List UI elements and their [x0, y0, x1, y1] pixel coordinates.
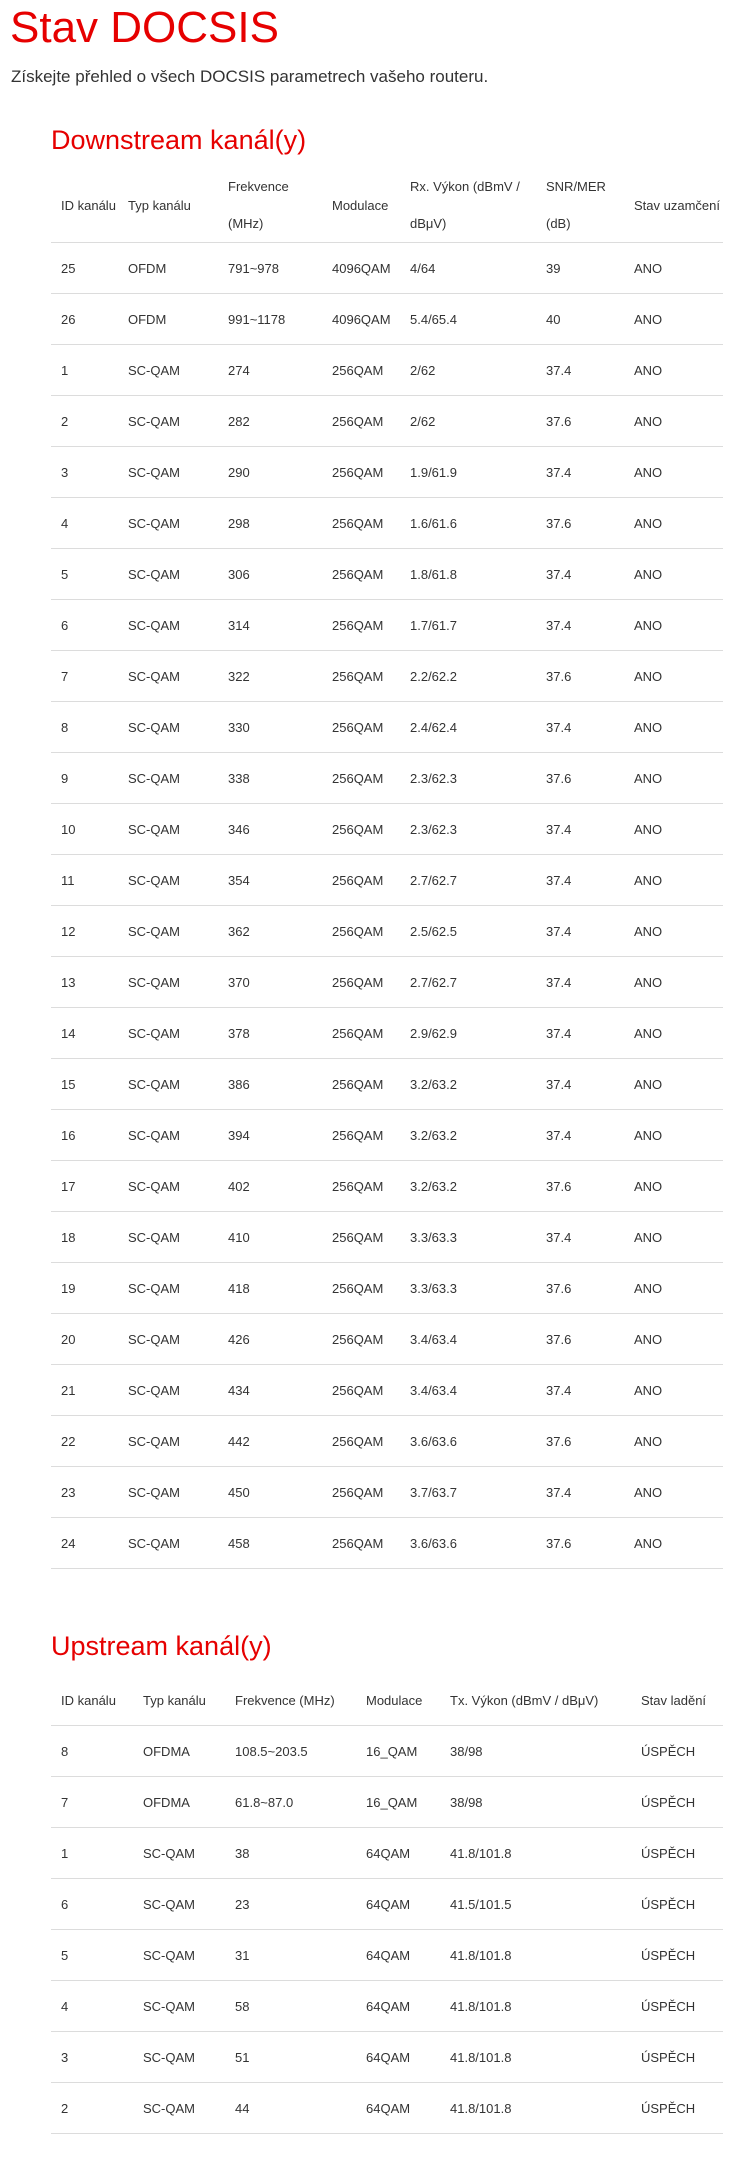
- table-cell: 4096QAM: [322, 294, 400, 345]
- col-header-channel-type: Typ kanálu: [128, 197, 191, 213]
- table-cell: 256QAM: [322, 906, 400, 957]
- table-cell: 791~978: [218, 243, 322, 294]
- table-cell: 37.4: [536, 345, 624, 396]
- table-cell: 256QAM: [322, 753, 400, 804]
- table-cell: 256QAM: [322, 957, 400, 1008]
- table-cell: 256QAM: [322, 1467, 400, 1518]
- table-cell: 2.3/62.3: [400, 753, 536, 804]
- table-cell: SC-QAM: [118, 906, 218, 957]
- col-header-tx-power: Tx. Výkon (dBmV / dBμV): [450, 1692, 599, 1708]
- table-cell: 37.6: [536, 1416, 624, 1467]
- table-cell: ANO: [624, 294, 723, 345]
- table-cell: OFDM: [118, 294, 218, 345]
- table-cell: 386: [218, 1059, 322, 1110]
- downstream-row: [51, 855, 723, 906]
- downstream-section-title: Downstream kanál(y): [51, 125, 307, 155]
- table-cell: 306: [218, 549, 322, 600]
- upstream-row: [51, 2032, 723, 2083]
- upstream-row: [51, 1930, 723, 1981]
- table-cell: 23: [51, 1467, 118, 1518]
- table-cell: ANO: [624, 243, 723, 294]
- table-cell: 37.6: [536, 1314, 624, 1365]
- table-cell: SC-QAM: [133, 2032, 225, 2083]
- upstream-row: [51, 1777, 723, 1828]
- table-cell: ÚSPĚCH: [631, 1981, 723, 2032]
- table-cell: SC-QAM: [118, 1416, 218, 1467]
- downstream-row: [51, 651, 723, 702]
- table-cell: 41.8/101.8: [440, 2032, 631, 2083]
- table-cell: 13: [51, 957, 118, 1008]
- table-cell: 256QAM: [322, 1416, 400, 1467]
- table-cell: ANO: [624, 1365, 723, 1416]
- table-cell: 61.8~87.0: [225, 1777, 356, 1828]
- table-cell: ANO: [624, 906, 723, 957]
- table-cell: 44: [225, 2083, 356, 2134]
- table-cell: SC-QAM: [118, 1161, 218, 1212]
- table-cell: 31: [225, 1930, 356, 1981]
- table-cell: 1.8/61.8: [400, 549, 536, 600]
- table-cell: ANO: [624, 1008, 723, 1059]
- table-cell: 64QAM: [356, 1981, 440, 2032]
- table-cell: 1.7/61.7: [400, 600, 536, 651]
- table-cell: 64QAM: [356, 2032, 440, 2083]
- table-cell: 2.3/62.3: [400, 804, 536, 855]
- table-cell: 322: [218, 651, 322, 702]
- downstream-row: [51, 906, 723, 957]
- table-cell: 16: [51, 1110, 118, 1161]
- table-cell: 5.4/65.4: [400, 294, 536, 345]
- table-cell: 442: [218, 1416, 322, 1467]
- table-cell: ANO: [624, 957, 723, 1008]
- downstream-row: [51, 1008, 723, 1059]
- col-header-channel-type: Typ kanálu: [143, 1692, 206, 1708]
- table-cell: 16_QAM: [356, 1777, 440, 1828]
- table-cell: 5: [51, 549, 118, 600]
- table-cell: 37.6: [536, 498, 624, 549]
- table-cell: 37.4: [536, 1212, 624, 1263]
- table-cell: 37.4: [536, 1365, 624, 1416]
- table-cell: 1.9/61.9: [400, 447, 536, 498]
- table-cell: ÚSPĚCH: [631, 1828, 723, 1879]
- table-cell: 256QAM: [322, 1518, 400, 1569]
- table-cell: SC-QAM: [118, 1110, 218, 1161]
- table-cell: SC-QAM: [118, 396, 218, 447]
- downstream-row: [51, 600, 723, 651]
- downstream-row: [51, 243, 723, 294]
- table-cell: SC-QAM: [118, 345, 218, 396]
- table-cell: ÚSPĚCH: [631, 1879, 723, 1930]
- table-cell: 3.2/63.2: [400, 1059, 536, 1110]
- col-header-ranging-status: Stav ladění: [641, 1692, 707, 1708]
- downstream-row: [51, 1416, 723, 1467]
- upstream-header-row: [51, 1675, 723, 1726]
- table-cell: SC-QAM: [118, 498, 218, 549]
- table-cell: 4096QAM: [322, 243, 400, 294]
- table-cell: 37.4: [536, 855, 624, 906]
- table-cell: 26: [51, 294, 118, 345]
- table-cell: 256QAM: [322, 345, 400, 396]
- table-cell: 37.6: [536, 1161, 624, 1212]
- upstream-rows: [51, 1726, 723, 2134]
- table-cell: ANO: [624, 447, 723, 498]
- table-cell: SC-QAM: [118, 1059, 218, 1110]
- table-cell: 354: [218, 855, 322, 906]
- table-cell: 3.6/63.6: [400, 1416, 536, 1467]
- col-header-frequency: Frekvence (MHz): [228, 179, 289, 231]
- table-cell: 256QAM: [322, 1161, 400, 1212]
- downstream-row: [51, 1263, 723, 1314]
- table-cell: 256QAM: [322, 1314, 400, 1365]
- col-header-frequency: Frekvence (MHz): [235, 1692, 335, 1708]
- table-cell: 426: [218, 1314, 322, 1365]
- table-cell: 37.6: [536, 396, 624, 447]
- table-cell: ANO: [624, 600, 723, 651]
- upstream-section-title: Upstream kanál(y): [51, 1631, 272, 1661]
- table-cell: ANO: [624, 1110, 723, 1161]
- col-header-snr-mer: SNR/MER (dB): [546, 179, 606, 231]
- table-cell: 394: [218, 1110, 322, 1161]
- downstream-row: [51, 957, 723, 1008]
- downstream-row: [51, 447, 723, 498]
- table-cell: 15: [51, 1059, 118, 1110]
- col-header-channel-id: ID kanálu: [61, 1692, 116, 1708]
- table-cell: SC-QAM: [118, 753, 218, 804]
- table-cell: ANO: [624, 1263, 723, 1314]
- table-cell: ANO: [624, 1416, 723, 1467]
- downstream-row: [51, 345, 723, 396]
- table-cell: 3.3/63.3: [400, 1263, 536, 1314]
- table-cell: 23: [225, 1879, 356, 1930]
- downstream-row: [51, 1314, 723, 1365]
- table-cell: 8: [51, 1726, 133, 1777]
- table-cell: 37.4: [536, 549, 624, 600]
- table-cell: 362: [218, 906, 322, 957]
- table-cell: 2.2/62.2: [400, 651, 536, 702]
- table-cell: SC-QAM: [118, 600, 218, 651]
- table-cell: ÚSPĚCH: [631, 1930, 723, 1981]
- table-cell: 8: [51, 702, 118, 753]
- table-cell: SC-QAM: [133, 1828, 225, 1879]
- table-cell: 256QAM: [322, 396, 400, 447]
- table-cell: 3: [51, 447, 118, 498]
- table-cell: ANO: [624, 1212, 723, 1263]
- table-cell: 64QAM: [356, 1930, 440, 1981]
- table-cell: 330: [218, 702, 322, 753]
- table-cell: 41.8/101.8: [440, 1930, 631, 1981]
- table-cell: ANO: [624, 1059, 723, 1110]
- table-cell: SC-QAM: [118, 1518, 218, 1569]
- table-cell: 58: [225, 1981, 356, 2032]
- downstream-row: [51, 1518, 723, 1569]
- table-cell: 256QAM: [322, 447, 400, 498]
- table-cell: 6: [51, 600, 118, 651]
- table-cell: 14: [51, 1008, 118, 1059]
- table-cell: 25: [51, 243, 118, 294]
- table-cell: 2.5/62.5: [400, 906, 536, 957]
- table-cell: 1: [51, 1828, 133, 1879]
- table-cell: 24: [51, 1518, 118, 1569]
- table-cell: 41.8/101.8: [440, 2083, 631, 2134]
- downstream-row: [51, 294, 723, 345]
- table-cell: 2.9/62.9: [400, 1008, 536, 1059]
- table-cell: SC-QAM: [118, 447, 218, 498]
- table-cell: 39: [536, 243, 624, 294]
- table-cell: 21: [51, 1365, 118, 1416]
- table-cell: 3.3/63.3: [400, 1212, 536, 1263]
- downstream-rows: [51, 243, 723, 1569]
- table-cell: 37.4: [536, 906, 624, 957]
- table-cell: ANO: [624, 549, 723, 600]
- table-cell: OFDMA: [133, 1777, 225, 1828]
- table-cell: 2/62: [400, 345, 536, 396]
- table-cell: 2.7/62.7: [400, 855, 536, 906]
- downstream-table: [51, 168, 723, 1569]
- table-cell: 4/64: [400, 243, 536, 294]
- table-cell: 37.6: [536, 1263, 624, 1314]
- table-cell: 1.6/61.6: [400, 498, 536, 549]
- table-cell: 256QAM: [322, 1365, 400, 1416]
- upstream-row: [51, 1879, 723, 1930]
- table-cell: 274: [218, 345, 322, 396]
- table-cell: 38: [225, 1828, 356, 1879]
- table-cell: 3.4/63.4: [400, 1365, 536, 1416]
- table-cell: 290: [218, 447, 322, 498]
- table-cell: SC-QAM: [133, 1879, 225, 1930]
- table-cell: ANO: [624, 753, 723, 804]
- table-cell: 1: [51, 345, 118, 396]
- table-cell: 7: [51, 651, 118, 702]
- table-cell: 37.6: [536, 753, 624, 804]
- table-cell: 108.5~203.5: [225, 1726, 356, 1777]
- table-cell: OFDM: [118, 243, 218, 294]
- table-cell: ANO: [624, 1314, 723, 1365]
- table-cell: 41.8/101.8: [440, 1828, 631, 1879]
- table-cell: 450: [218, 1467, 322, 1518]
- table-cell: 256QAM: [322, 855, 400, 906]
- downstream-row: [51, 498, 723, 549]
- downstream-row: [51, 1161, 723, 1212]
- table-cell: 2: [51, 396, 118, 447]
- table-cell: SC-QAM: [118, 1212, 218, 1263]
- table-cell: 37.4: [536, 600, 624, 651]
- table-cell: 6: [51, 1879, 133, 1930]
- col-header-lock-status: Stav uzamčení: [634, 197, 720, 213]
- table-cell: 2: [51, 2083, 133, 2134]
- table-cell: 256QAM: [322, 804, 400, 855]
- table-cell: 256QAM: [322, 549, 400, 600]
- table-cell: 11: [51, 855, 118, 906]
- table-cell: 314: [218, 600, 322, 651]
- table-cell: 410: [218, 1212, 322, 1263]
- table-cell: 19: [51, 1263, 118, 1314]
- downstream-row: [51, 1059, 723, 1110]
- table-cell: 18: [51, 1212, 118, 1263]
- table-cell: ANO: [624, 1518, 723, 1569]
- table-cell: 2/62: [400, 396, 536, 447]
- downstream-row: [51, 1212, 723, 1263]
- table-cell: 64QAM: [356, 1828, 440, 1879]
- table-cell: 282: [218, 396, 322, 447]
- table-cell: 41.5/101.5: [440, 1879, 631, 1930]
- table-cell: SC-QAM: [118, 1008, 218, 1059]
- table-cell: 256QAM: [322, 1059, 400, 1110]
- table-cell: SC-QAM: [133, 1930, 225, 1981]
- upstream-row: [51, 1981, 723, 2032]
- downstream-row: [51, 549, 723, 600]
- table-cell: 64QAM: [356, 2083, 440, 2134]
- table-cell: 3.2/63.2: [400, 1161, 536, 1212]
- table-cell: 2.4/62.4: [400, 702, 536, 753]
- table-cell: 37.4: [536, 1467, 624, 1518]
- table-cell: 256QAM: [322, 1263, 400, 1314]
- table-cell: SC-QAM: [118, 1467, 218, 1518]
- table-cell: 37.4: [536, 1110, 624, 1161]
- table-cell: ÚSPĚCH: [631, 1726, 723, 1777]
- downstream-row: [51, 702, 723, 753]
- table-cell: ANO: [624, 1161, 723, 1212]
- table-cell: 22: [51, 1416, 118, 1467]
- table-cell: ÚSPĚCH: [631, 2083, 723, 2134]
- table-cell: 7: [51, 1777, 133, 1828]
- table-cell: 256QAM: [322, 1008, 400, 1059]
- table-cell: 41.8/101.8: [440, 1981, 631, 2032]
- table-cell: SC-QAM: [118, 855, 218, 906]
- table-cell: 434: [218, 1365, 322, 1416]
- table-cell: 38/98: [440, 1726, 631, 1777]
- table-cell: 402: [218, 1161, 322, 1212]
- table-cell: SC-QAM: [118, 804, 218, 855]
- table-cell: SC-QAM: [118, 957, 218, 1008]
- table-cell: 3.6/63.6: [400, 1518, 536, 1569]
- table-cell: 256QAM: [322, 498, 400, 549]
- table-cell: 418: [218, 1263, 322, 1314]
- table-cell: 37.6: [536, 651, 624, 702]
- table-cell: 991~1178: [218, 294, 322, 345]
- table-cell: 298: [218, 498, 322, 549]
- table-cell: 37.4: [536, 1059, 624, 1110]
- table-cell: 40: [536, 294, 624, 345]
- table-cell: ANO: [624, 345, 723, 396]
- table-cell: 256QAM: [322, 600, 400, 651]
- table-cell: 20: [51, 1314, 118, 1365]
- downstream-row: [51, 396, 723, 447]
- table-cell: SC-QAM: [133, 1981, 225, 2032]
- table-cell: 338: [218, 753, 322, 804]
- table-cell: SC-QAM: [118, 1263, 218, 1314]
- table-cell: 3: [51, 2032, 133, 2083]
- table-cell: 3.4/63.4: [400, 1314, 536, 1365]
- table-cell: SC-QAM: [118, 1314, 218, 1365]
- downstream-header-row: [51, 168, 723, 243]
- table-cell: 38/98: [440, 1777, 631, 1828]
- table-cell: 5: [51, 1930, 133, 1981]
- table-cell: 378: [218, 1008, 322, 1059]
- table-cell: 10: [51, 804, 118, 855]
- table-cell: 9: [51, 753, 118, 804]
- table-cell: 256QAM: [322, 702, 400, 753]
- table-cell: 37.4: [536, 957, 624, 1008]
- table-cell: ANO: [624, 1467, 723, 1518]
- table-cell: ANO: [624, 396, 723, 447]
- page-subtitle: Získejte přehled o všech DOCSIS parametrech vašeho routeru.: [11, 67, 489, 86]
- col-header-channel-id: ID kanálu: [61, 197, 116, 213]
- table-cell: 4: [51, 1981, 133, 2032]
- table-cell: ÚSPĚCH: [631, 2032, 723, 2083]
- table-cell: SC-QAM: [118, 651, 218, 702]
- table-cell: ANO: [624, 804, 723, 855]
- table-cell: 256QAM: [322, 651, 400, 702]
- table-cell: 17: [51, 1161, 118, 1212]
- table-cell: 51: [225, 2032, 356, 2083]
- table-cell: 256QAM: [322, 1110, 400, 1161]
- downstream-row: [51, 753, 723, 804]
- table-cell: 37.6: [536, 1518, 624, 1569]
- upstream-row: [51, 1726, 723, 1777]
- table-cell: 3.7/63.7: [400, 1467, 536, 1518]
- table-cell: ANO: [624, 855, 723, 906]
- table-cell: ANO: [624, 498, 723, 549]
- col-header-rx-power: Rx. Výkon (dBmV / dBμV): [410, 179, 520, 231]
- upstream-row: [51, 1828, 723, 1879]
- upstream-table: [51, 1675, 723, 2134]
- table-cell: 2.7/62.7: [400, 957, 536, 1008]
- col-header-modulation: Modulace: [366, 1692, 423, 1708]
- table-cell: SC-QAM: [133, 2083, 225, 2134]
- table-cell: 37.4: [536, 804, 624, 855]
- downstream-row: [51, 1467, 723, 1518]
- table-cell: 37.4: [536, 447, 624, 498]
- table-cell: 12: [51, 906, 118, 957]
- col-header-modulation: Modulace: [332, 197, 389, 213]
- table-cell: 64QAM: [356, 1879, 440, 1930]
- table-cell: 16_QAM: [356, 1726, 440, 1777]
- table-cell: 346: [218, 804, 322, 855]
- table-cell: OFDMA: [133, 1726, 225, 1777]
- table-cell: 458: [218, 1518, 322, 1569]
- table-cell: ÚSPĚCH: [631, 1777, 723, 1828]
- upstream-row: [51, 2083, 723, 2134]
- downstream-row: [51, 1365, 723, 1416]
- table-cell: 256QAM: [322, 1212, 400, 1263]
- table-cell: 4: [51, 498, 118, 549]
- table-cell: 37.4: [536, 702, 624, 753]
- downstream-row: [51, 804, 723, 855]
- table-cell: SC-QAM: [118, 1365, 218, 1416]
- table-cell: SC-QAM: [118, 549, 218, 600]
- table-cell: SC-QAM: [118, 702, 218, 753]
- downstream-row: [51, 1110, 723, 1161]
- page-title: Stav DOCSIS: [10, 3, 279, 52]
- table-cell: ANO: [624, 702, 723, 753]
- table-cell: 370: [218, 957, 322, 1008]
- table-cell: ANO: [624, 651, 723, 702]
- table-cell: 3.2/63.2: [400, 1110, 536, 1161]
- table-cell: 37.4: [536, 1008, 624, 1059]
